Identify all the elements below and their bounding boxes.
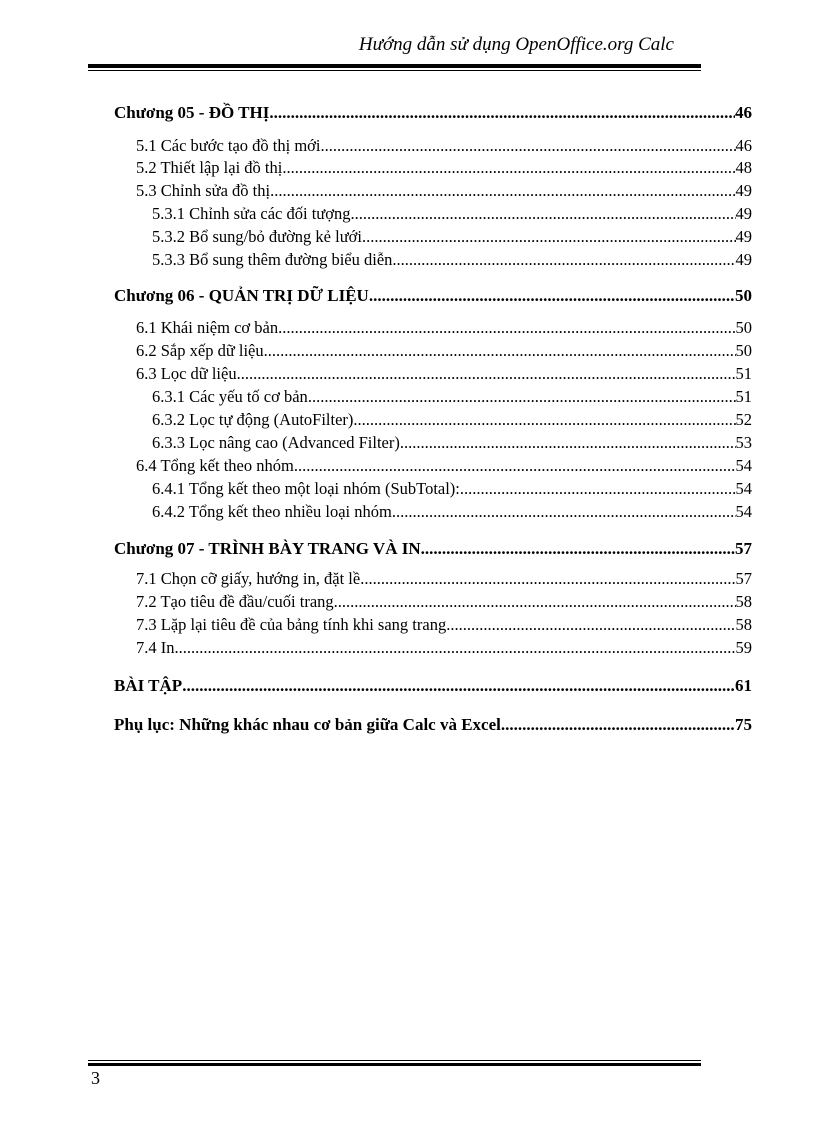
toc-entry-page: 54 [735, 502, 752, 521]
toc-entry[interactable] [114, 340, 752, 362]
toc-entry-page: 49 [735, 204, 752, 223]
toc-entry-page: 46 [735, 136, 752, 155]
toc-leader [270, 180, 735, 202]
toc-entry[interactable] [114, 591, 752, 613]
toc-entry-page: 50 [735, 318, 752, 337]
toc-entry-title: BÀI TẬP [114, 676, 183, 695]
toc-entry[interactable] [114, 637, 752, 659]
toc-entry[interactable] [114, 102, 752, 124]
toc-entry-page: 46 [735, 103, 752, 122]
toc-entry[interactable] [114, 157, 752, 179]
toc-entry-title: 5.2 Thiết lập lại đồ thị [136, 158, 283, 177]
toc-entry[interactable] [114, 386, 752, 408]
toc-leader [269, 102, 735, 124]
toc-leader [460, 478, 736, 500]
toc-leader [321, 135, 736, 157]
toc-entry-title: 5.3.1 Chỉnh sửa các đối tượng [152, 204, 351, 223]
toc-entry[interactable] [114, 249, 752, 271]
toc-entry-title: 6.3.3 Lọc nâng cao (Advanced Filter) [152, 433, 400, 452]
toc-entry-title: 5.3.2 Bổ sung/bỏ đường kẻ lưới [152, 227, 362, 246]
toc-entry-title: 6.2 Sắp xếp dữ liệu [136, 341, 264, 360]
toc-entry-title: Chương 06 - QUẢN TRỊ DỮ LIỆU [114, 286, 369, 305]
toc-entry-page: 52 [735, 410, 752, 429]
toc-entry[interactable] [114, 203, 752, 225]
toc-entry[interactable] [114, 135, 752, 157]
toc-entry-title: 5.3 Chỉnh sửa đồ thị [136, 181, 271, 200]
toc-leader [501, 714, 735, 736]
toc-leader [237, 363, 736, 385]
toc-entry-title: Chương 05 - ĐỒ THỊ [114, 103, 270, 122]
toc-entry-page: 57 [735, 539, 752, 558]
toc-entry[interactable] [114, 432, 752, 454]
toc-entry[interactable] [114, 501, 752, 523]
toc-leader [400, 432, 736, 454]
toc-entry-title: 7.1 Chọn cỡ giấy, hướng in, đặt lề [136, 569, 361, 588]
toc-entry[interactable] [114, 180, 752, 202]
footer-rule-thick [88, 1063, 701, 1066]
toc-entry-title: 7.3 Lặp lại tiêu đề của bảng tính khi sang trang [136, 615, 447, 634]
toc-entry-title: 6.3.1 Các yếu tố cơ bản [152, 387, 308, 406]
toc-entry-page: 53 [735, 433, 752, 452]
toc-leader [334, 591, 736, 613]
toc-entry-title: 7.4 In [136, 638, 175, 657]
toc-entry[interactable] [114, 675, 752, 697]
toc-leader [353, 409, 735, 431]
toc-entry-title: 5.3.3 Bổ sung thêm đường biểu diễn [152, 250, 393, 269]
toc-leader [360, 568, 735, 590]
toc-entry-page: 50 [735, 341, 752, 360]
page-number: 3 [91, 1068, 100, 1088]
toc-entry[interactable] [114, 538, 752, 560]
toc-leader [350, 203, 735, 225]
toc-leader [392, 501, 736, 523]
toc-entry-page: 51 [735, 364, 752, 383]
toc-entry-page: 75 [735, 715, 752, 734]
footer-rule-thin [88, 1060, 701, 1061]
toc-entry[interactable] [114, 478, 752, 500]
toc-entry-title: 6.3 Lọc dữ liệu [136, 364, 237, 383]
toc-entry-title: 7.2 Tạo tiêu đề đầu/cuối trang [136, 592, 334, 611]
toc-entry[interactable] [114, 285, 752, 307]
toc-entry[interactable] [114, 614, 752, 636]
toc-entry[interactable] [114, 317, 752, 339]
toc-entry-page: 57 [735, 569, 752, 588]
toc-entry[interactable] [114, 363, 752, 385]
toc-leader [308, 386, 736, 408]
toc-leader [182, 675, 735, 697]
toc-leader [362, 226, 736, 248]
toc-entry-title: 6.1 Khái niệm cơ bản [136, 318, 279, 337]
table-of-contents [114, 0, 752, 760]
toc-entry-page: 49 [735, 250, 752, 269]
toc-entry-title: 6.3.2 Lọc tự động (AutoFilter) [152, 410, 354, 429]
toc-leader [282, 157, 735, 179]
toc-entry-page: 59 [735, 638, 752, 657]
toc-entry-page: 51 [735, 387, 752, 406]
toc-entry[interactable] [114, 455, 752, 477]
toc-entry-title: 5.1 Các bước tạo đồ thị mới [136, 136, 321, 155]
toc-entry-page: 58 [735, 615, 752, 634]
toc-leader [369, 285, 735, 307]
toc-entry-title: 6.4.2 Tổng kết theo nhiều loại nhóm [152, 502, 392, 521]
toc-entry-title: Chương 07 - TRÌNH BÀY TRANG VÀ IN [114, 539, 421, 558]
toc-leader [392, 249, 735, 271]
toc-entry-title: 6.4 Tổng kết theo nhóm [136, 456, 294, 475]
header-title: Hướng dẫn sử dụng OpenOffice.org Calc [358, 34, 674, 55]
toc-entry-page: 54 [735, 456, 752, 475]
toc-entry[interactable] [114, 226, 752, 248]
toc-entry-title: Phụ lục: Những khác nhau cơ bản giữa Calc và Excel [114, 715, 501, 734]
toc-entry-page: 58 [735, 592, 752, 611]
toc-entry-page: 48 [735, 158, 752, 177]
toc-entry-page: 50 [735, 286, 752, 305]
toc-leader [446, 614, 735, 636]
toc-leader [278, 317, 735, 339]
toc-entry-title: 6.4.1 Tổng kết theo một loại nhóm (SubTotal): [152, 479, 460, 498]
toc-entry[interactable] [114, 714, 752, 736]
toc-entry-page: 54 [735, 479, 752, 498]
toc-leader [294, 455, 736, 477]
toc-leader [421, 538, 735, 560]
toc-entry-page: 61 [735, 676, 752, 695]
toc-entry-page: 49 [735, 227, 752, 246]
toc-entry-page: 49 [735, 181, 752, 200]
toc-entry[interactable] [114, 409, 752, 431]
toc-leader [175, 637, 736, 659]
toc-leader [264, 340, 736, 362]
toc-entry[interactable] [114, 568, 752, 590]
